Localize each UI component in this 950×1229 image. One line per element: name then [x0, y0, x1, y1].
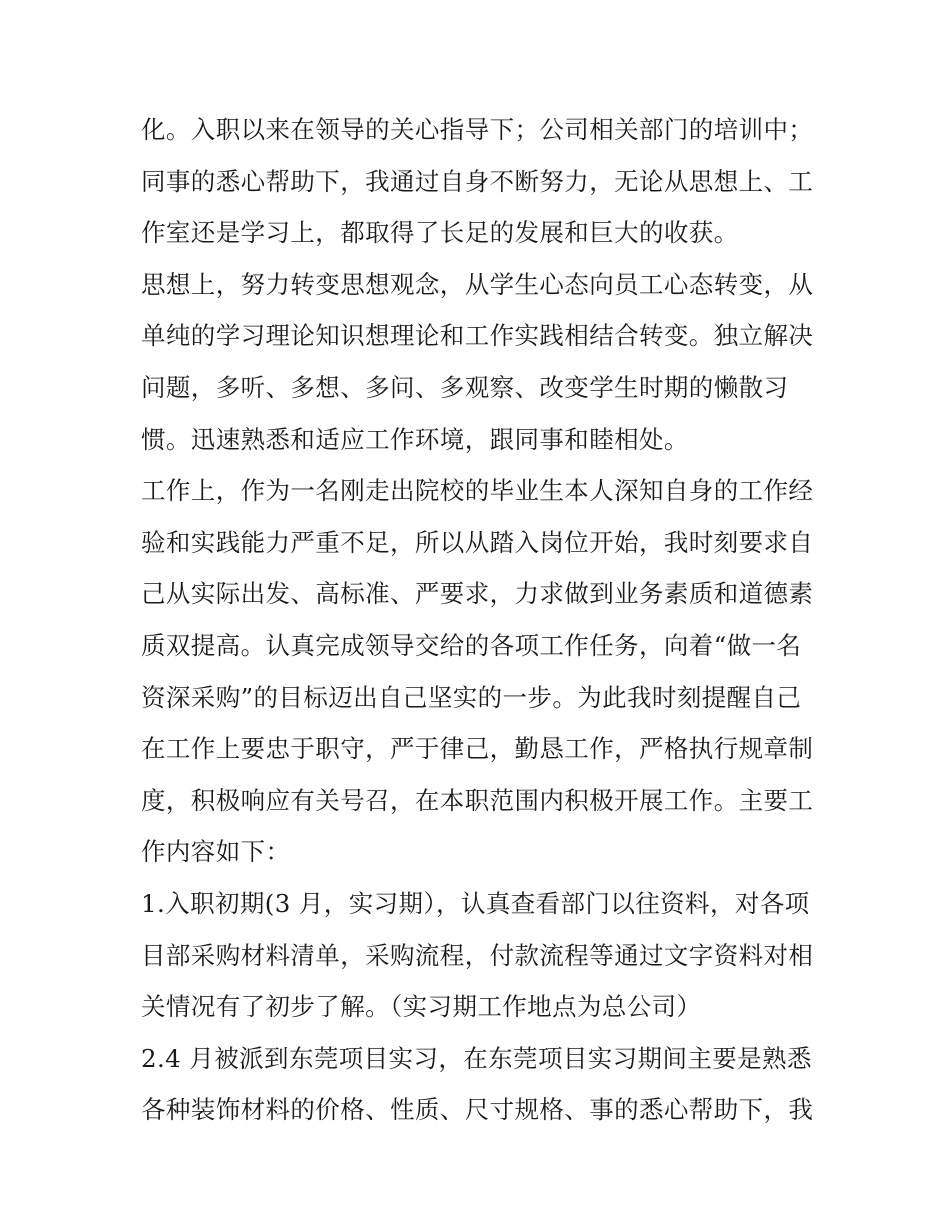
text-line: 作室还是学习上，都取得了长足的发展和巨大的收获。 [141, 218, 739, 248]
text-line: 作内容如下： [141, 837, 291, 867]
text-line: 工作上，作为一名刚走出院校的毕业生本人深知自身的工作经 [141, 476, 814, 506]
text-line: 己从实际出发、高标准、严要求，力求做到业务素质和道德素 [141, 579, 814, 609]
text-line: 各种装饰材料的价格、性质、尺寸规格、事的悉心帮助下，我 [141, 1095, 814, 1125]
text-line: 质双提高。认真完成领导交给的各项工作任务，向着“做一名 [141, 630, 802, 660]
text-line: 在工作上要忠于职守，严于律己，勤恳工作，严格执行规章制 [141, 734, 814, 764]
body-text [141, 104, 821, 1136]
text-line: 资深采购”的目标迈出自己坚实的一步。为此我时刻提醒自己 [141, 682, 802, 712]
text-line: 2.4 月被派到东莞项目实习，在东莞项目实习期间主要是熟悉 [141, 1043, 812, 1073]
text-line: 化。入职以来在领导的关心指导下；公司相关部门的培训中； [141, 115, 814, 144]
text-line: 验和实践能力严重不足，所以从踏入岗位开始，我时刻要求自 [141, 527, 814, 557]
text-line: 同事的悉心帮助下，我通过自身不断努力，无论从思想上、工 [141, 166, 814, 196]
text-line: 单纯的学习理论知识想理论和工作实践相结合转变。独立解决 [141, 321, 814, 351]
text-line: 惯。迅速熟悉和适应工作环境，跟同事和睦相处。 [141, 424, 689, 454]
text-line: 目部采购材料清单，采购流程，付款流程等通过文字资料对相 [141, 940, 814, 970]
text-line: 关情况有了初步了解。（实习期工作地点为总公司） [141, 992, 702, 1022]
text-line: 1.入职初期(3 月，实习期），认真查看部门以往资料，对各项 [141, 888, 810, 918]
text-line: 思想上，努力转变思想观念，从学生心态向员工心态转变，从 [141, 269, 814, 299]
text-line: 度，积极响应有关号召，在本职范围内积极开展工作。主要工 [141, 785, 814, 815]
text-line: 问题，多听、多想、多问、多观察、改变学生时期的懒散习 [141, 372, 789, 402]
